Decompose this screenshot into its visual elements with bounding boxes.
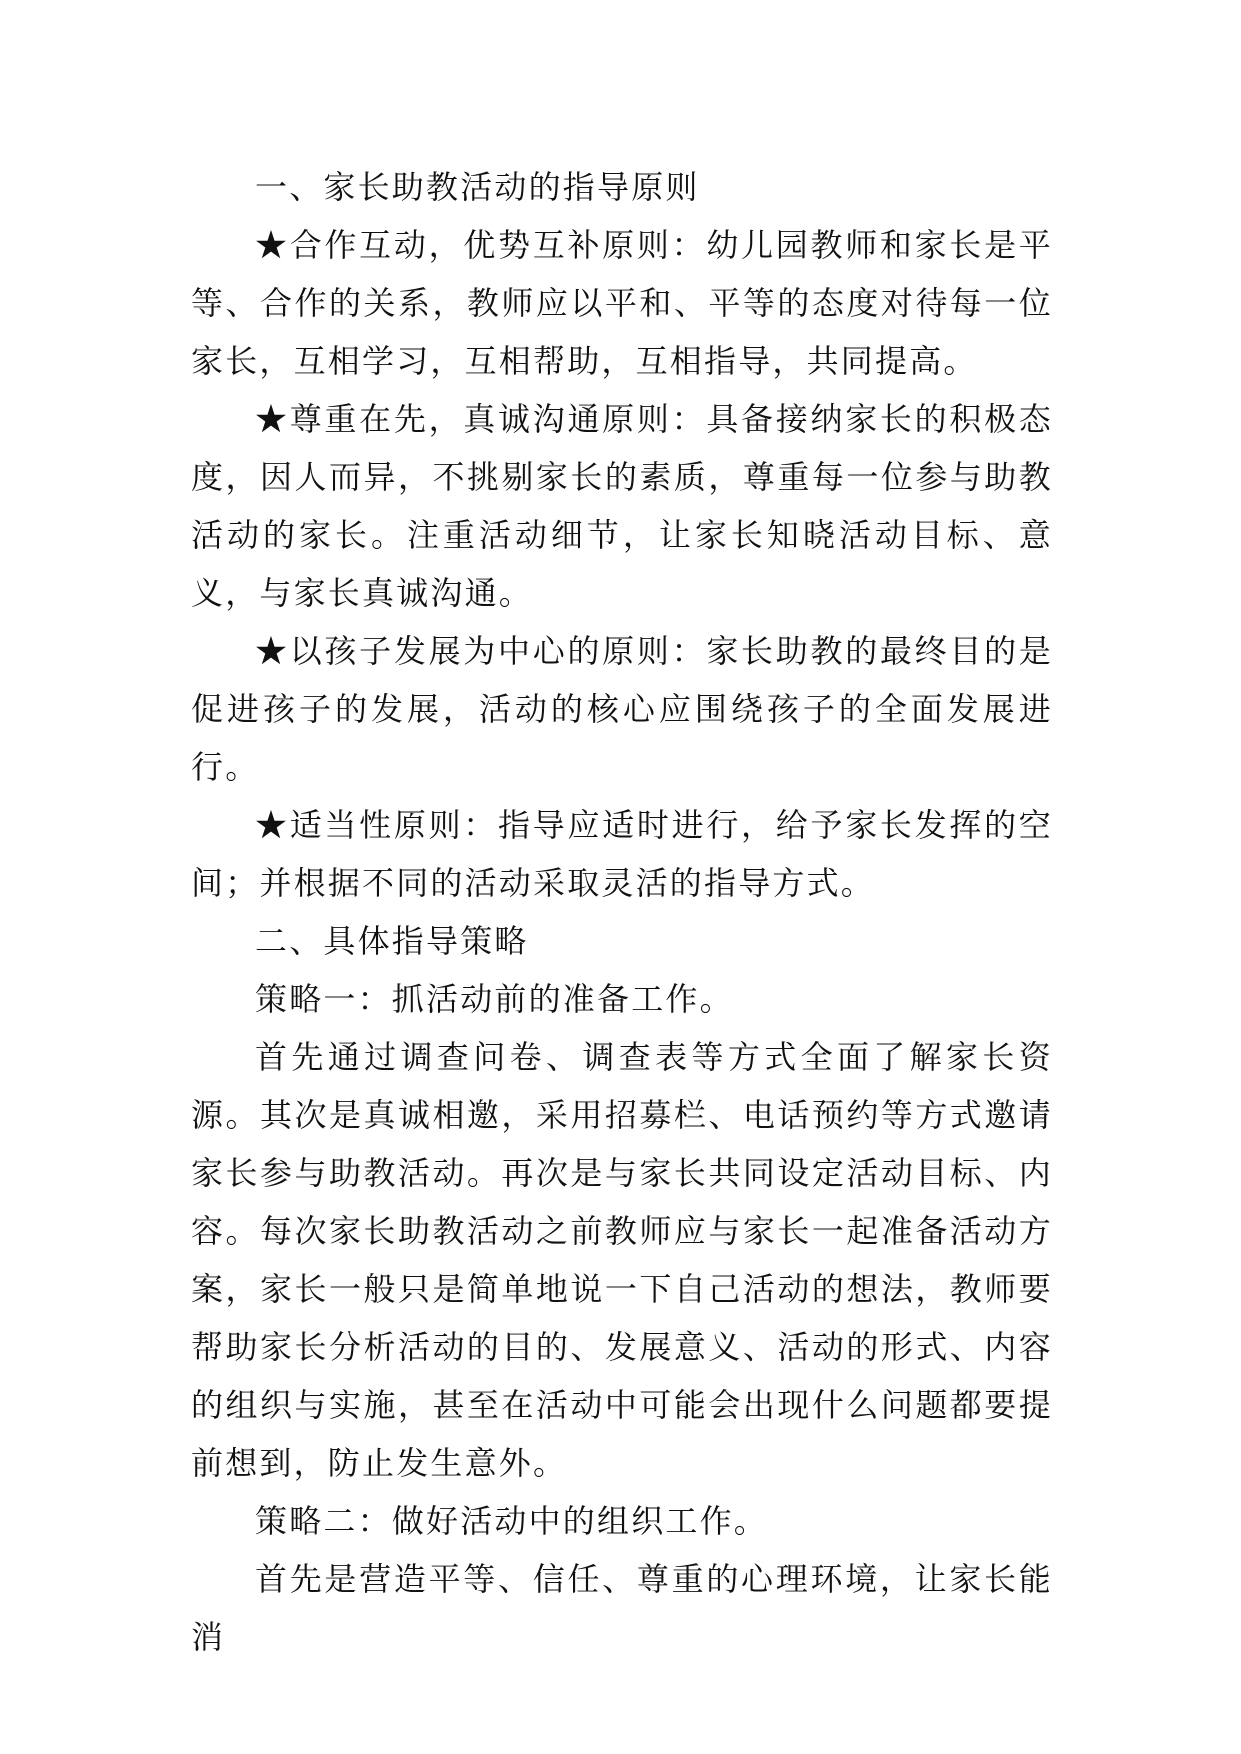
paragraph-respect-principle: ★尊重在先，真诚沟通原则：具备接纳家长的积极态度，因人而异，不挑剔家长的素质，尊重每一位参与助教活动的家长。注重活动细节，让家长知晓活动目标、意义，与家长真诚沟通。 (191, 400, 1053, 612)
paragraph-strategy-two: 首先是营造平等、信任、尊重的心理环境，让家长能消 (191, 1560, 1053, 1656)
strategy-one-heading: 策略一：抓活动前的准备工作。 (255, 980, 734, 1018)
paragraph-strategy-one: 首先通过调查问卷、调查表等方式全面了解家长资源。其次是真诚相邀，采用招募栏、电话预约等方式邀请家长参与助教活动。再次是与家长共同设定活动目标、内容。每次家长助教活动之前教师应与家长一起准备活动方案，家长一般只是简单地说一下自己活动的想法，教师要帮助家长分析活动的目的、发展意义、活动的形式、内容的组织与实施，甚至在活动中可能会出现什么问题都要提前想到，防止发生意外。 (191, 1038, 1053, 1482)
section-heading-guiding-principles: 一、家长助教活动的指导原则 (255, 168, 700, 206)
paragraph-cooperation-principle: ★合作互动，优势互补原则：幼儿园教师和家长是平等、合作的关系，教师应以平和、平等的态度对待每一位家长，互相学习，互相帮助，互相指导，共同提高。 (191, 226, 1053, 380)
strategy-two-heading: 策略二：做好活动中的组织工作。 (255, 1502, 769, 1540)
paragraph-child-centered-principle: ★以孩子发展为中心的原则：家长助教的最终目的是促进孩子的发展，活动的核心应围绕孩子的全面发展进行。 (191, 632, 1053, 786)
section-heading-strategies: 二、具体指导策略 (255, 922, 529, 960)
paragraph-appropriateness-principle: ★适当性原则：指导应适时进行，给予家长发挥的空间；并根据不同的活动采取灵活的指导方式。 (191, 806, 1053, 902)
document-body (191, 158, 1053, 1666)
